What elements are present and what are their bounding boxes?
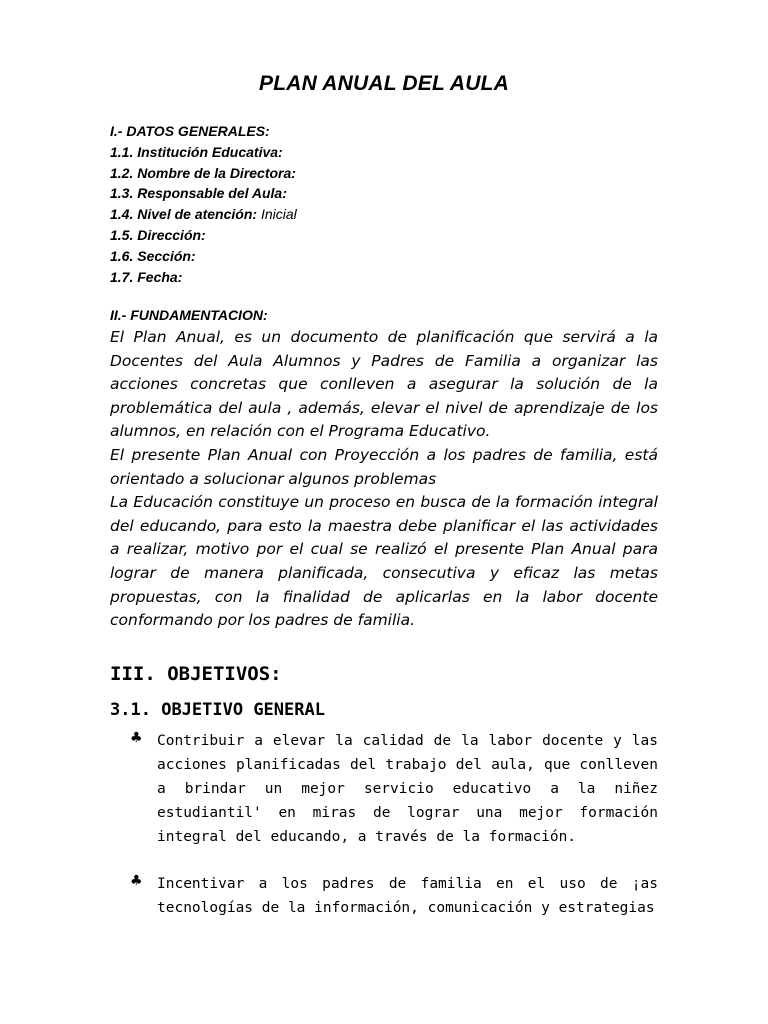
datos-item-nivel	[110, 204, 297, 225]
fundamentacion-paragraph: El Plan Anual, es un documento de planificación que servirá a la Docentes del Aula Alumnos y Padres de Familia a organizar las acciones concretas que conlleven a asegurar la solución de la problemática del aula , además, elevar el nivel de aprendizaje de los alumnos, en relación con el Programa Educativo.	[110, 328, 658, 441]
objetivo-general-heading	[110, 700, 325, 720]
datos-item-label: 1.6. Sección:	[110, 247, 196, 264]
fundamentacion-paragraph: La Educación constituye un proceso en busca de la formación integral del educando, para esto la maestra debe planificar el las actividades a realizar, motivo por el cual se realizó el presente Plan Anual para lograr de manera planificada, consecutiva y eficaz las metas propuestas, con la finalidad de aplicarlas en la labor docente conformando por los padres de familia.	[110, 493, 658, 630]
datos-item-seccion	[110, 246, 297, 267]
datos-item-label: 1.2. Nombre de la Directora:	[110, 164, 296, 181]
objetivo-bullet	[130, 872, 658, 920]
datos-item-fecha	[110, 267, 297, 288]
datos-item-responsable	[110, 183, 297, 204]
objetivo-bullet-text: Incentivar a los padres de familia en el uso de ¡as tecnologías de la información, comunicación y estrategias	[157, 876, 658, 916]
datos-generales-heading: I.- DATOS GENERALES:	[110, 123, 270, 139]
datos-item-direccion	[110, 225, 297, 246]
datos-item-directora	[110, 163, 297, 184]
datos-item-label: 1.7. Fecha:	[110, 268, 183, 285]
datos-generales-section	[110, 121, 297, 287]
objetivo-general-label: OBJETIVO GENERAL	[161, 700, 325, 720]
objetivo-bullet-text: Contribuir a elevar la calidad de la labor docente y las acciones planificadas del trabajo del aula, que conlleven a brindar un mejor servicio educativo a la niñez estudiantil' en miras de lograr una mejor formación integral del educando, a través de la formación.	[157, 733, 658, 845]
page-title: PLAN ANUAL DEL AULA	[259, 72, 509, 95]
datos-item-label: 1.4. Nivel de atención:	[110, 206, 258, 223]
datos-item-value: Inicial	[257, 206, 297, 223]
objetivo-bullet	[130, 729, 658, 849]
datos-item-label: 1.3. Responsable del Aula:	[110, 185, 287, 202]
club-bullet-icon: ♣	[130, 730, 143, 746]
club-bullet-icon: ♣	[130, 873, 143, 889]
objetivo-general-number: 3.1.	[110, 700, 151, 720]
fundamentacion-body	[110, 326, 658, 633]
objetivos-heading: III. OBJETIVOS:	[110, 663, 282, 685]
datos-item-institucion	[110, 142, 297, 163]
datos-item-label: 1.1. Institución Educativa:	[110, 143, 283, 160]
fundamentacion-paragraph: El presente Plan Anual con Proyección a los padres de familia, está orientado a solucionar algunos problemas	[110, 445, 658, 488]
fundamentacion-heading: II.- FUNDAMENTACION:	[110, 307, 268, 323]
datos-item-label: 1.5. Dirección:	[110, 226, 206, 243]
